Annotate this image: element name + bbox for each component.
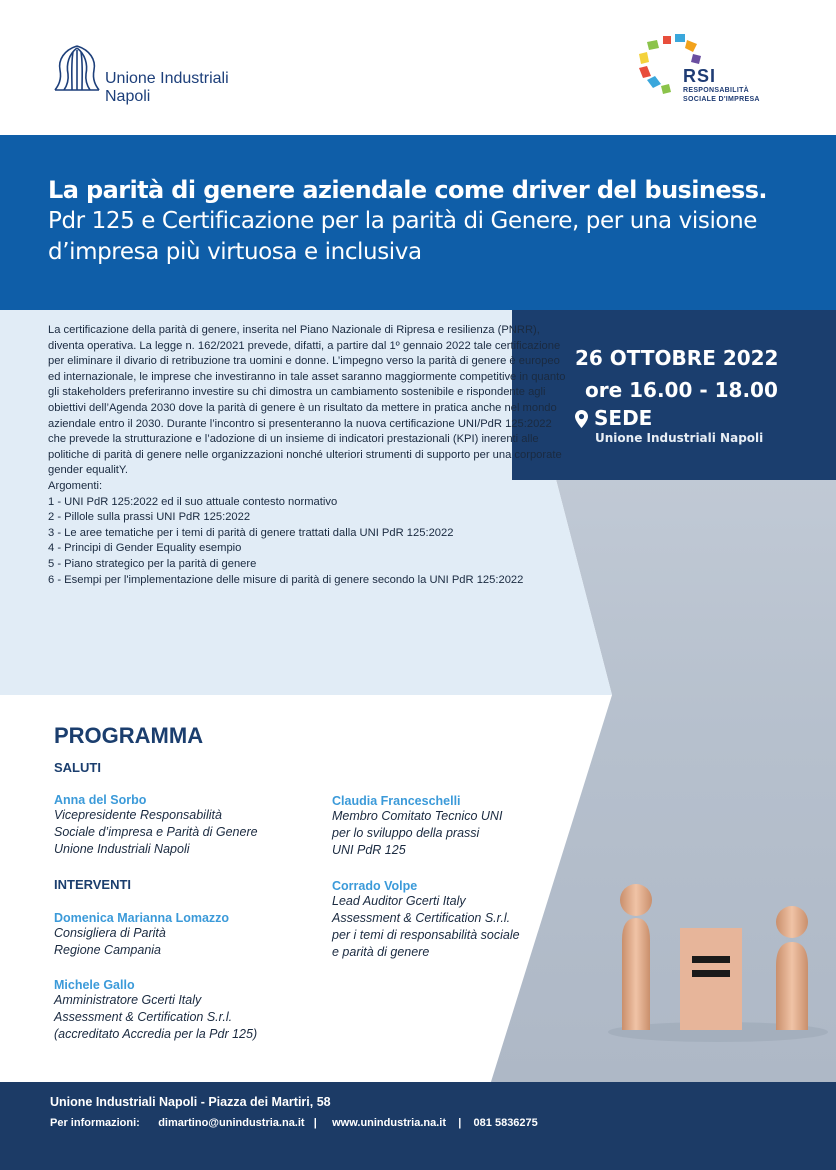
event-date: 26 OTTOBRE 2022 (575, 346, 779, 370)
org-logo-line2: Napoli (105, 88, 151, 105)
speaker-name: Claudia Franceschelli (332, 794, 461, 808)
speaker-role-line: Lead Auditor Gcerti Italy (332, 894, 466, 908)
argomenti-item: 5 - Piano strategico per la parità di genere (48, 557, 257, 570)
argomenti-item: 4 - Principi di Gender Equality esempio (48, 542, 242, 555)
description (48, 323, 568, 588)
footer-info (50, 1117, 538, 1129)
speaker-role-line: Assessment & Certification S.r.l. (332, 911, 511, 925)
wooden-figures-icon (600, 870, 836, 1050)
event-time: ore 16.00 - 18.00 (585, 378, 778, 402)
speaker-role (54, 807, 258, 858)
event-sede-place: Unione Industriali Napoli (595, 431, 764, 445)
speaker-block (54, 793, 258, 858)
speaker-role-line: Vicepresidente Responsabilità (54, 808, 222, 822)
speaker-name: Anna del Sorbo (54, 793, 147, 807)
speaker-role (54, 925, 229, 959)
speaker-block (332, 794, 502, 859)
speaker-role-line: Membro Comitato Tecnico UNI (332, 809, 503, 823)
argomenti-label: Argomenti: (48, 479, 103, 492)
speaker-role-line: Assessment & Certification S.r.l. (54, 1010, 233, 1024)
org-logo-text (105, 70, 229, 106)
speaker-role-line: Amministratore Gcerti Italy (54, 993, 202, 1007)
speaker-role (332, 808, 502, 859)
argomenti-list (48, 495, 568, 589)
rsi-logo-line1: RESPONSABILITÀ (683, 87, 750, 94)
speaker-role-line: per i temi di responsabilità sociale (332, 928, 520, 942)
argomenti-item: 6 - Esempi per l'implementazione delle misure di parità di genere secondo la UNI PdR 125:2022 (48, 573, 524, 586)
speaker-role-line: Consigliera di Parità (54, 926, 166, 940)
speaker-role-line: Unione Industriali Napoli (54, 842, 190, 856)
rsi-logo-line2: SOCIALE D'IMPRESA (683, 96, 760, 103)
speaker-name: Michele Gallo (54, 978, 135, 992)
description-paragraph: La certificazione della parità di genere, inserita nel Piano Nazionale di Ripresa e resilienza (PNRR), diventa operativa. La legge n. 162/2021 prevede, difatti, a partire dal 1º gennaio 2022 tale certificazione per eliminare il divario di retribuzione tra uomini e donne. L’impegno verso la parità di genere è europeo ed internazionale, le imprese che investiranno in tale asset saranno maggiormente competitive in quanto gli stakeholders preferiranno investire su chi dimostra un cambiamento sostenibile e rispondente agli obiettivi dell’Agenda 2030 dove la parità di genere è un risultato da mettere in pratica anche nel mondo aziendale entro il 2030. Durante l’incontro si presenteranno la nuova certificazione UNI/PdR 125:2022 che prevede la strutturazione e l’adozione di un insieme di indicatori prestazionali (KPI) inerenti alle politiche di parità di genere nelle organizzazioni nonché ulteriori strumenti di supporto per una corporate gender equalitY. (48, 324, 566, 477)
speaker-block (332, 879, 520, 961)
speaker-role-line: e parità di genere (332, 945, 430, 959)
programma-title: PROGRAMMA (54, 723, 204, 748)
footer-separator: | (458, 1117, 462, 1129)
speaker-role (332, 893, 520, 961)
speaker-role-line: (accreditato Accredia per la Pdr 125) (54, 1027, 258, 1041)
rsi-logo-subtitle (683, 86, 760, 104)
argomenti-item: 2 - Pillole sulla prassi UNI PdR 125:2022 (48, 511, 251, 524)
argomenti-item: 1 - UNI PdR 125:2022 ed il suo attuale contesto normativo (48, 495, 338, 508)
saluti-label: SALUTI (54, 760, 101, 775)
unione-industriali-logo-icon (52, 42, 102, 94)
argomenti-item: 3 - Le aree tematiche per i temi di parità di genere trattati dalla UNI PdR 125:2022 (48, 526, 454, 539)
speaker-name: Domenica Marianna Lomazzo (54, 911, 230, 925)
speaker-role (54, 992, 257, 1043)
speaker-role-line: Sociale d’impresa e Parità di Genere (54, 825, 258, 839)
event-sede-label: SEDE (594, 406, 653, 430)
footer-phone[interactable]: 081 5836275 (473, 1117, 538, 1129)
page-subtitle: Pdr 125 e Certificazione per la parità di Genere, per una visione d’impresa più virtuosa e inclusiva (48, 208, 758, 265)
speaker-block (54, 911, 229, 959)
footer-email-link[interactable]: dimartino@unindustria.na.it (158, 1117, 305, 1129)
speaker-role-line: per lo sviluppo della prassi (332, 826, 480, 840)
speaker-role-line: Regione Campania (54, 943, 162, 957)
footer-info-label: Per informazioni: (50, 1117, 140, 1129)
footer-separator: | (313, 1117, 317, 1129)
footer-website-link[interactable]: www.unindustria.na.it (332, 1117, 446, 1129)
page-title: La parità di genere aziendale come driver del business. (48, 176, 767, 204)
speaker-name: Corrado Volpe (332, 879, 418, 893)
rsi-logo-title: RSI (683, 66, 717, 86)
speaker-role-line: UNI PdR 125 (332, 843, 406, 857)
footer-address: Unione Industriali Napoli - Piazza dei Martiri, 58 (50, 1095, 331, 1109)
org-logo-line1: Unione Industriali (105, 70, 229, 87)
location-pin-icon (575, 410, 588, 428)
interventi-label: INTERVENTI (54, 877, 132, 892)
speaker-block (54, 978, 257, 1043)
